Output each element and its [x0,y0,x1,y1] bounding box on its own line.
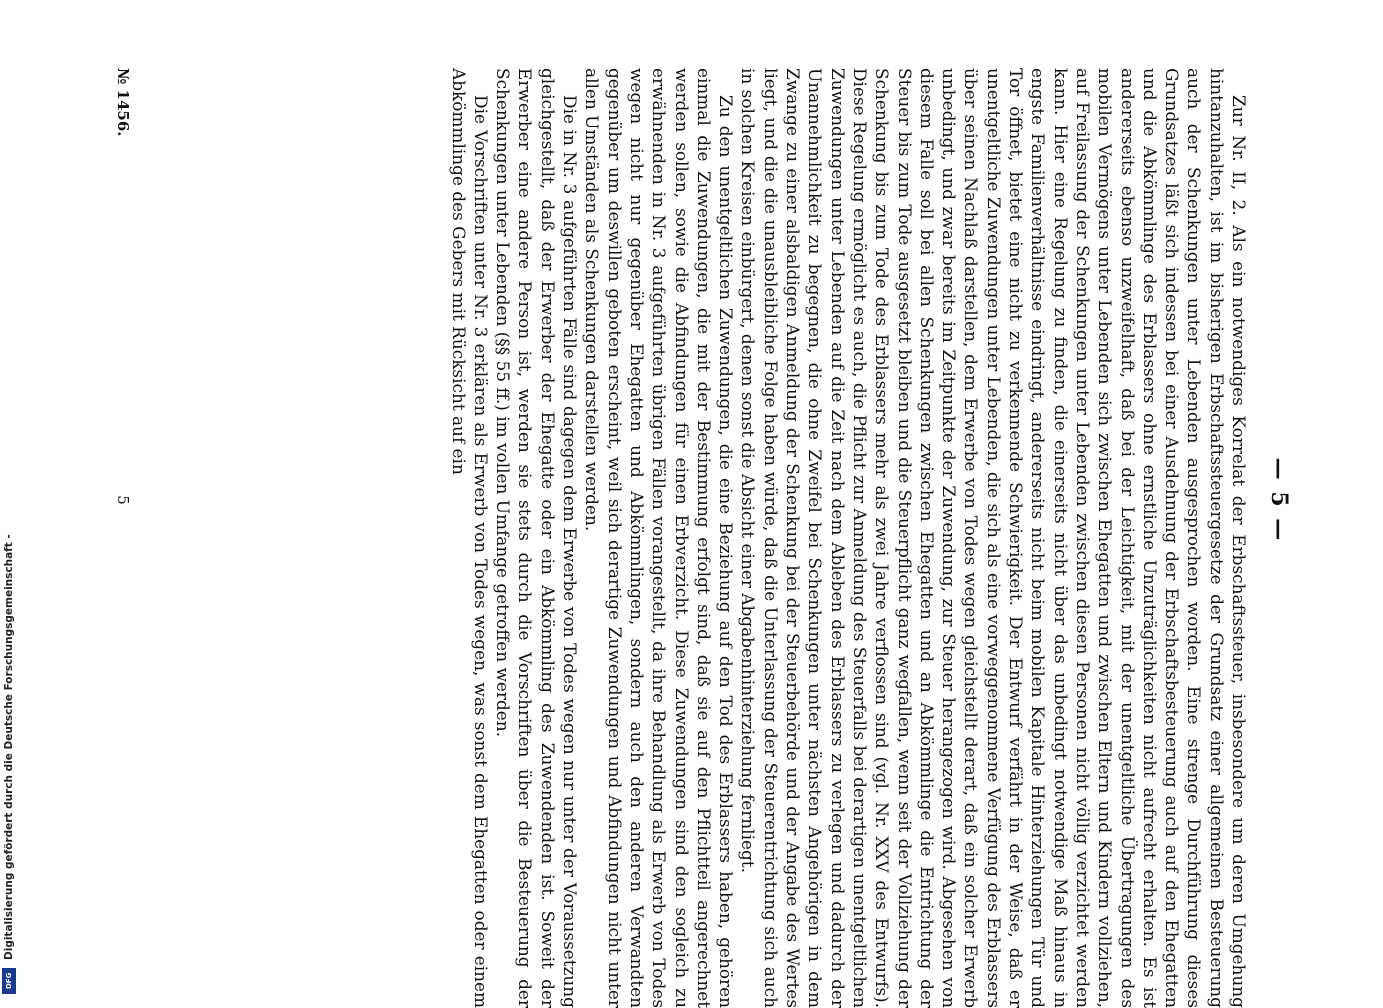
body-text [447,68,1250,1008]
paragraph-4: Die Vorschriften unter Nr. 3 erklären als Erwerb von Todes wegen, was sonst dem Ehegatten oder einem Abkömmlinge des Gebers mit Rücksicht auf ein [448,68,491,1008]
paragraph-3: Die in Nr. 3 aufgeführten Fälle sind dagegen dem Erwerbe von Todes wegen nur unter der Voraussetzung gleichgestellt, daß der Erwerber der Ehegatte oder ein Abkömmling des Zuwendenden ist. Soweit der Erwerber eine andere Person ist, werden sie stets durch die Vorschriften über die Besteuerung der Schenkungen unter Lebenden (§§ 55 ff.) im vollen Umfange getroffen werden. [493,68,581,1008]
paragraph-2: Zu den unentgeltlichen Zuwendungen, die eine Beziehung auf den Tod des Erblassers haben, gehören einmal die Zuwendungen, die mit der Bestimmung erfolgt sind, daß sie auf den Pflichtteil angerechnet werden sollen, sowie die Abfindungen für einen Erbverzicht. Diese Zuwendungen sind den sogleich zu erwähnenden in Nr. 3 aufgeführten übrigen Fällen vorangestellt, da ihre Behandlung als Erwerb von Todes wegen nicht nur gegenüber Ehegatten und Abkömmlingen, sondern auch den anderen Verwandten gegenüber um deswillen geboten erscheint, weil sich derartige Zuwendungen und Abfindungen nicht unter allen Umständen als Schenkungen darstellen werden. [582,68,737,1008]
page-number-header: — 5 — [1266,457,1292,543]
footer-page-number: 5 [114,495,132,505]
watermark-text: Digitalisierung gefördert durch die Deutsche Forschungsgemeinschaft - [3,534,15,960]
dfg-logo-icon: DFG [2,968,16,994]
paragraph-1: Zur Nr. II, 2. Als ein notwendiges Korrelat der Erbschaftssteuer, insbesondere um deren Umgehung hintanzuhalten, ist im bisherigen Erbschaftssteuergesetze der Grundsatz einer allgemeinen Besteuerung auch der Schenkungen unter Lebenden ausgesprochen worden. Eine strenge Durchführung dieses Grundsatzes läßt sich indessen bei einer Ausdehnung der Erbschaftsbesteuerung auch auf den Ehegatten und die Abkömmlinge des Erblassers ohne ernstliche Unzuträglichkeiten nicht aufrecht erhalten. Es ist andererseits ebenso unzweifelhaft, daß bei der Leichtigkeit, mit der unentgeltliche Übertragungen des mobilen Vermögens unter Lebenden sich zwischen Ehegatten und zwischen Eltern und Kindern vollziehen, auf Freilassung der Schenkungen unter Lebenden zwischen diesen Personen nicht völlig verzichtet werden kann. Hier eine Regelung zu finden, die einerseits nicht über das unbedingt notwendige Maß hinaus in engste Familienverhältnisse eindringt, andererseits nicht beim mobilen Kapitale Hinterziehungen Tür und Tor öffnet, bietet eine nicht zu verkennende Schwierigkeit. Der Entwurf verfährt in der Weise, daß er unentgeltliche Zuwendungen unter Lebenden, die sich als eine vorweggenommene Verfügung des Erblassers über seinen Nachlaß darstellen, dem Erwerbe von Todes wegen gleichstellt derart, daß ein solcher Erwerb unbedingt, und zwar bereits im Zeitpunkte der Zuwendung, zur Steuer herangezogen wird. Abgesehen von diesem Falle soll bei allen Schenkungen zwischen Ehegatten und an Abkömmlinge die Entrichtung der Steuer bis zum Tode ausgesetzt bleiben und die Steuerpflicht ganz wegfallen, wenn seit der Vollziehung der Schenkung bis zum Tode des Erblassers mehr als zwei Jahre verflossen sind (vgl. Nr. XXV des Entwurfs). Diese Regelung ermöglicht es auch, die Pflicht zur Anmeldung des Steuerfalls bei derartigen unentgeltlichen Zuwendungen unter Lebenden auf die Zeit nach dem Ableben des Erblassers zu verlegen und dadurch der Unannehmlichkeit zu begegnen, die ohne Zweifel bei Schenkungen unter nächsten Angehörigen in dem Zwange zu einer alsbaldigen Anmeldung der Schenkung bei der Steuerbehörde und der Angabe des Wertes liegt, und die die unausbleibliche Folge haben würde, daß die Unterlassung der Steuerentrichtung sich auch in solchen Kreisen einbürgert, denen sonst die Absicht einer Abgabenhinterziehung fernliegt. [738,68,1249,1008]
scanned-page [72,20,1312,1008]
footer-document-number: № 1456. [114,68,132,137]
digitization-watermark [0,0,20,1000]
